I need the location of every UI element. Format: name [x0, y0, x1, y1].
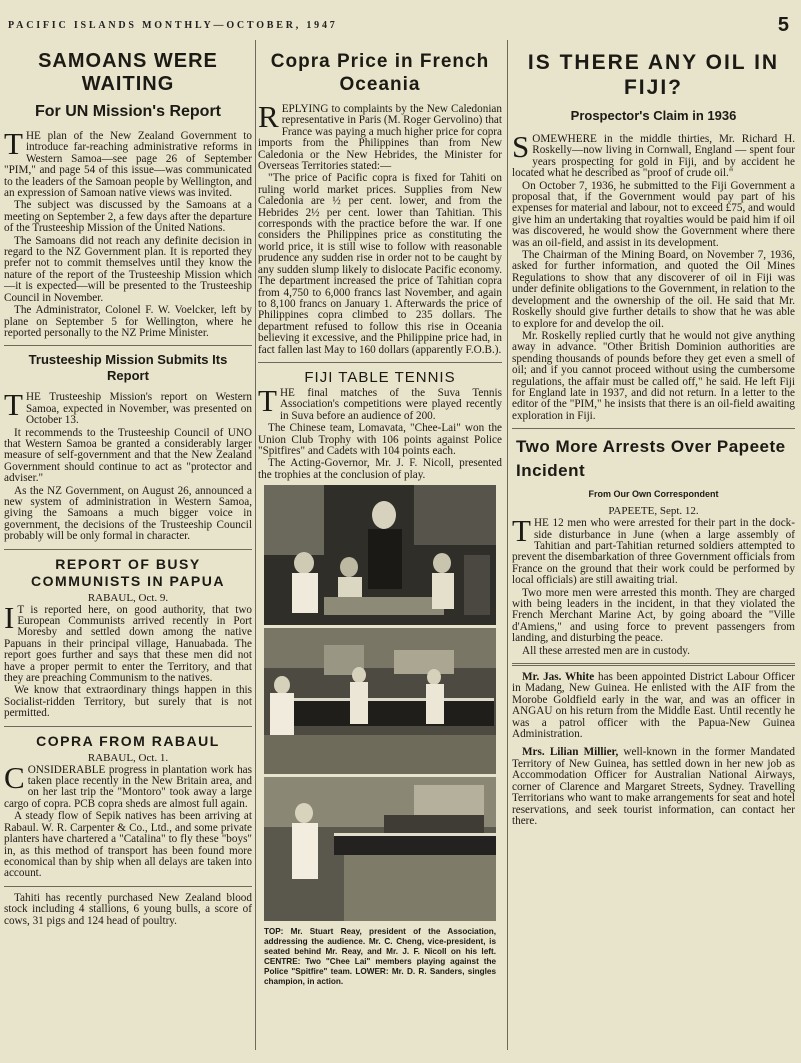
paragraph-personal-millier [512, 747, 795, 827]
divider [512, 428, 795, 429]
paragraph: As the NZ Government, on August 26, announced a new system of administration in Western Samoa, giving the Samoans a much bigger voice in government, the decisions of the Trusteeship Council probably will be only formal in character. [4, 484, 252, 543]
headline-papeete: Two More Arrests Over Papeete Incident [516, 437, 786, 481]
paragraph: All these arrested men are in custody. [522, 644, 690, 657]
paragraph: We know that extraordinary things happen in this Socialist-ridden Territory, but surely that is not permitted. [4, 684, 252, 720]
headline-communists: REPORT OF BUSY COMMUNISTS IN PAPUA [31, 555, 225, 589]
paragraph: The Chinese team, Lomavata, "Chee-Lai" won the Union Club Trophy with 106 points against Police "Spitfires" and Cadets with 104 points each. [258, 422, 502, 457]
headline-copra-rabaul: COPRA FROM RABAUL [36, 732, 220, 749]
column-rule [507, 40, 508, 1050]
page-number: 5 [777, 14, 789, 36]
headline-samoans: SAMOANS WERE WAITING [38, 50, 218, 95]
divider [258, 362, 502, 363]
personal-text: well-known in the former Mandated Territory of New Guinea, has settled down in her new job as Accommodation Officer for Australian National Airways, corner of Clarence and Margaret Streets, Sydney. Travelling Territorians who want to make arrangements for seat and hotel reservations, and seek tourist information, can contact her there. [512, 746, 795, 827]
paragraph: REPLYING to complaints by the New Caledonian representative in Paris (M. Roger Gervolino) that France was paying a much higher price for copra imports from the Philippines than from New Caledonia or the New Hebrides, the Minister for Overseas Territories stated:— [258, 99, 502, 173]
dateline: RABAUL, Oct. 1. [87, 751, 169, 764]
running-head: PACIFIC ISLANDS MONTHLY—OCTOBER, 1947 [8, 20, 338, 31]
paragraph: On October 7, 1936, he submitted to the Fiji Government a proposal that, if the Government would pay part of his expenses for material and labour, not to exceed £75, and would give him an undertaking that royalties would be paid him if oil was discovered, he would show the Government where there was an oil-field, and assist in its development. [512, 179, 795, 249]
paragraph: IT is reported here, on good authority, that two European Communists arrived recently in Port Moresby and settled down among the native Papuans in their principal village, Hanuabada. The report goes further and says that these men did not have a proper permit to enter the Territory, and that they are preaching Communism to the natives. [4, 599, 252, 685]
byline: From Our Own Correspondent [588, 489, 719, 500]
headline-table-tennis: FIJI TABLE TENNIS [304, 368, 456, 386]
person-name: Mr. Jas. White [522, 671, 595, 684]
paragraph: The Acting-Governor, Mr. J. F. Nicoll, presented the trophies at the conclusion of play. [258, 457, 502, 481]
divider [4, 726, 252, 727]
paragraph-personal-white [512, 672, 795, 740]
table-tennis-photo [264, 485, 496, 921]
column-left [4, 40, 252, 928]
paragraph: The Samoans did not reach any definite decision in regard to the NZ Government plan. It is reported they prefer not to commit themselves until they know the nature of the report of the Trusteeship Mission which—it is expected—will be presented to the Trusteeship Council in November. [4, 234, 252, 304]
paragraph: Tahiti has recently purchased New Zealand blood stock including 4 stallions, 6 young bulls, a score of cows, 31 pigs and 124 head of poultry. [4, 891, 252, 927]
paragraph: SOMEWHERE in the middle thirties, Mr. Richard H. Roskelly—now living in Cornwall, England — spent four years prospecting for gold in Fiji, and by accident he located what he described as "proof of crude oil." [512, 129, 795, 180]
dateline: RABAUL, Oct. 9. [87, 591, 169, 604]
personal-text: has been appointed District Labour Officer in Madang, New Guinea. He enlisted with the AIF from the Morobe Goldfield early in the war, and was an officer in ANGAU on his return from the Middle East. Until recently he was a patrol officer with the Papua-New Guinea Administration. [512, 671, 795, 741]
paragraph: THE 12 men who were arrested for their part in the dock-side disturbance in June (when a large assembly of Tahitian and part-Tahitian returned soldiers attempted to prevent the disembarkation of three Government officials from France on the ground that their work could be performed by local officials) are still awaiting trial. [512, 513, 795, 587]
paragraph: Mr. Roskelly replied curtly that he would not give anything away in advance. "Other British Dominion authorities are spending thousands of pounds before they get even a smell of oil; and if you cannot proceed without using the cumbersome regulations, the affair must be called off," he said. He left Fiji for England late in 1937, and did not return. In a letter to the editor of the "PIM," he insists that there is an oil-field awaiting exploration in Fiji. [512, 329, 795, 422]
paragraph: It recommends to the Trusteeship Council of UNO that Western Samoa be granted a considerably larger measure of self-government and that the New Zealand Government should continue to act as "protector and adviser." [4, 426, 252, 485]
headline-copra-price: Copra Price in French Oceania [270, 51, 490, 95]
paragraph: The subject was discussed by the Samoans at a meeting on September 2, a few days after the departure of the Trusteeship Mission of the United Nations. [4, 199, 252, 235]
paragraph: The Chairman of the Mining Board, on November 7, 1936, asked for further information, and quoted the Oil Mines Regulations to show that any discoverer of oil in Fiji was under definite obligations to the Government, in relation to the development and the ownership of the oil. He said that Mr. Roskelly should give further details to show that he was able to explore for and develop the oil. [512, 249, 795, 330]
column-right [512, 40, 795, 828]
paragraph: Two more men were arrested this month. They are charged with being leaders in the incident, in that they violated the French Merchant Marine Act, by going aboard the "Ville d'Amiens," and using force to prevent passengers from landing, and disturbing the peace. [512, 586, 795, 645]
paragraph: THE plan of the New Zealand Government to introduce far-reaching administrative reforms in Western Samoa—see page 26 of September "PIM," and page 54 of this issue—was communicated to the leaders of the Samoan people by Wellington, and an expression of Samoan native views was invited. [4, 126, 252, 200]
column-rule [255, 40, 256, 1050]
photo-montage [264, 485, 496, 921]
paragraph: A steady flow of Sepik natives has been arriving at Rabaul. W. R. Carpenter & Co., Ltd., and some private planters have chartered a "Catalina" to fly these "boys" in, as this method of transport has been found more economical than by ship when all delays are taken into account. [4, 810, 252, 880]
paragraph: The Administrator, Colonel F. W. Voelcker, left by plane on September 5 for Wellington, where he reported personally to the NZ Prime Minister. [4, 304, 252, 339]
subhead-prospector: Prospector's Claim in 1936 [570, 108, 737, 123]
divider [4, 886, 252, 887]
subhead-un-mission: For UN Mission's Report [34, 103, 222, 120]
headline-oil-fiji: IS THERE ANY OIL IN FIJI? [527, 51, 780, 99]
divider [4, 549, 252, 550]
headline-trusteeship: Trusteeship Mission Submits Its Report [28, 352, 228, 384]
photo-caption: TOP: Mr. Stuart Reay, president of the Association, addressing the audience. Mr. C. Cheng, vice-president, is seated behind Mr. Reay, and Mr. J. F. Nicoll on his left. CENTRE: Two "Chee Lai" members playing against the Police "Spitfire" team. LOWER: Mr. D. R. Sanders, singles champion, in action. [264, 927, 496, 987]
paragraph: "The price of Pacific copra is fixed for Tahiti on ruling world market prices. Supplies from New Caledonia are ½ per cent. lower, and from the Hebrides 2½ per cent. lower than Tahitian. This corresponds with the practice before the war. If one considers the Philippines price as constituting the world price, it is still wise to follow with reasonable prudence any sudden rise in order not to be caught by any sudden slump likely to dislocate Pacific economy. The department increased the price of Tahitian copra from 4,750 to 6,000 francs last November, and again to 8,100 francs on January 1. Afterwards the price of Philippines copra climbed to 235 dollars. The department refused to follow this rise in Oceania believing it excessive, and the Philippine price had, in fact fallen last May to 160 dollars (apparently F.O.B.). [258, 172, 502, 356]
dateline: PAPEETE, Sept. 12. [608, 505, 699, 518]
paragraph: THE final matches of the Suva Tennis Association's competitions were played recently in Suva before an audience of 200. [258, 382, 502, 422]
divider [4, 345, 252, 346]
person-name: Mrs. Lilian Millier, [522, 746, 619, 759]
paragraph: CONSIDERABLE progress in plantation work has taken place recently in the New Britain area, and on her last trip the "Montoro" took away a large cargo of copra. PCB copra sheds are almost full again. [4, 759, 252, 810]
divider [512, 663, 795, 666]
column-middle [258, 40, 502, 987]
paragraph: THE Trusteeship Mission's report on Western Samoa, expected in November, was presented on October 13. [4, 387, 252, 427]
